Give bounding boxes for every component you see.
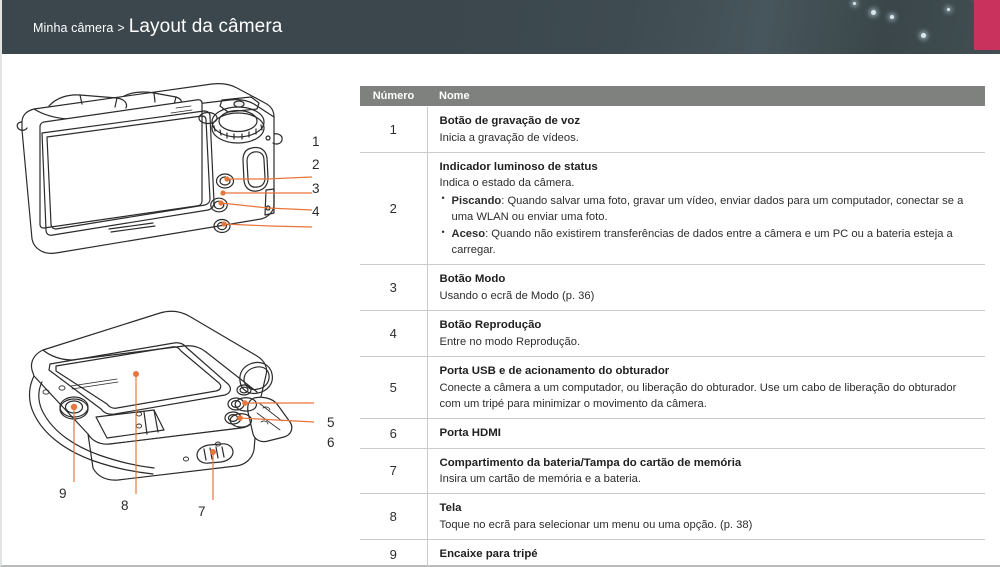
row-number: 7 [360,448,427,494]
row-number: 8 [360,494,427,540]
page-header [2,0,1000,54]
row-content [427,357,985,419]
row-number: 3 [360,265,427,311]
row-description: Toque no ecrã para selecionar um menu ou uma opção. (p. 38) [439,518,753,531]
breadcrumb-separator-icon: > [117,21,125,35]
header-sparkle-dot [853,2,856,5]
table-row [360,311,985,357]
table-row [360,540,985,567]
row-title: Botão Reprodução [439,319,542,332]
callout-number-8: 8 [121,498,129,513]
header-sparkle-dot [947,8,950,11]
callout-number-3: 3 [312,181,320,196]
table-row [360,419,985,449]
bullet-label: Piscando [451,194,502,207]
row-number: 4 [360,311,427,357]
camera-rear-view-illustration [16,78,352,288]
row-title: Compartimento da bateria/Tampa do cartão de memória [439,456,742,469]
bullet-label: Aceso [451,228,486,240]
camera-parts-table [360,86,985,567]
row-number: 2 [360,152,427,265]
table-row [360,357,985,419]
bullet-text: : Quando salvar uma foto, gravar um vídeo, enviar dados para um computador, conectar se a uma WLAN ou enviar uma foto. [451,194,964,223]
row-number: 1 [360,107,427,153]
page-title: Layout da câmera [128,16,283,37]
table-row [360,107,985,153]
callout-number-6: 6 [327,435,335,450]
callout-number-4: 4 [312,204,320,219]
row-number: 5 [360,357,427,419]
row-description: Inicia a gravação de vídeos. [439,131,579,144]
header-accent-block [974,0,1000,50]
callout-number-9: 9 [59,486,67,501]
header-sparkle-dot [871,10,876,15]
header-sparkle-dot [890,15,894,19]
row-title: Porta USB e de acionamento do obturador [439,365,670,377]
column-header-numero: Número [360,86,427,107]
row-title: Botão Modo [439,273,506,286]
table-header-row [360,86,985,107]
column-header-nome: Nome [427,86,985,107]
row-title: Botão de gravação de voz [439,115,581,127]
callout-number-7: 7 [198,504,206,519]
row-description: Conecte a câmera a um computador, ou liberação do obturador. Use um cabo de liberação do obturador com um tripé para minimizar o movimento da câmera. [439,381,957,410]
row-description: Insira um cartão de memória e a bateria. [439,473,641,486]
callout-number-5: 5 [327,415,335,430]
row-description: Indica o estado da câmera. [439,177,575,190]
row-content [427,152,985,265]
table-row [360,152,985,265]
row-title: Porta HDMI [439,427,501,439]
breadcrumb-parent[interactable]: Minha câmera [33,21,114,35]
list-item [440,226,978,258]
callout-number-1: 1 [312,134,320,149]
table-row [360,494,985,540]
row-number: 6 [360,419,427,449]
row-title: Encaixe para tripé [439,548,538,561]
row-content [427,448,985,494]
row-description: Usando o ecrã de Modo (p. 36) [439,290,595,302]
camera-illustrations [2,54,358,554]
table-row [360,265,985,311]
bullet-text: : Quando não existirem transferências de dados entre a câmera e um PC ou a bateria esteja a carregar. [451,228,953,257]
row-bullet-list [440,193,978,259]
row-title: Indicador luminoso de status [439,160,598,173]
row-content [427,107,985,153]
row-title: Tela [439,502,462,515]
table-header [360,86,985,107]
header-sparkle-dot [921,33,926,38]
row-content [427,494,985,540]
row-content [427,265,985,311]
row-content [427,540,985,567]
table-row [360,448,985,494]
row-content [427,419,985,449]
table-body [360,107,985,567]
row-number: 9 [360,540,427,567]
row-description: Entre no modo Reprodução. [439,335,581,348]
row-content [427,311,985,357]
callout-number-2: 2 [312,157,320,172]
list-item [440,193,978,225]
breadcrumb [33,16,282,38]
